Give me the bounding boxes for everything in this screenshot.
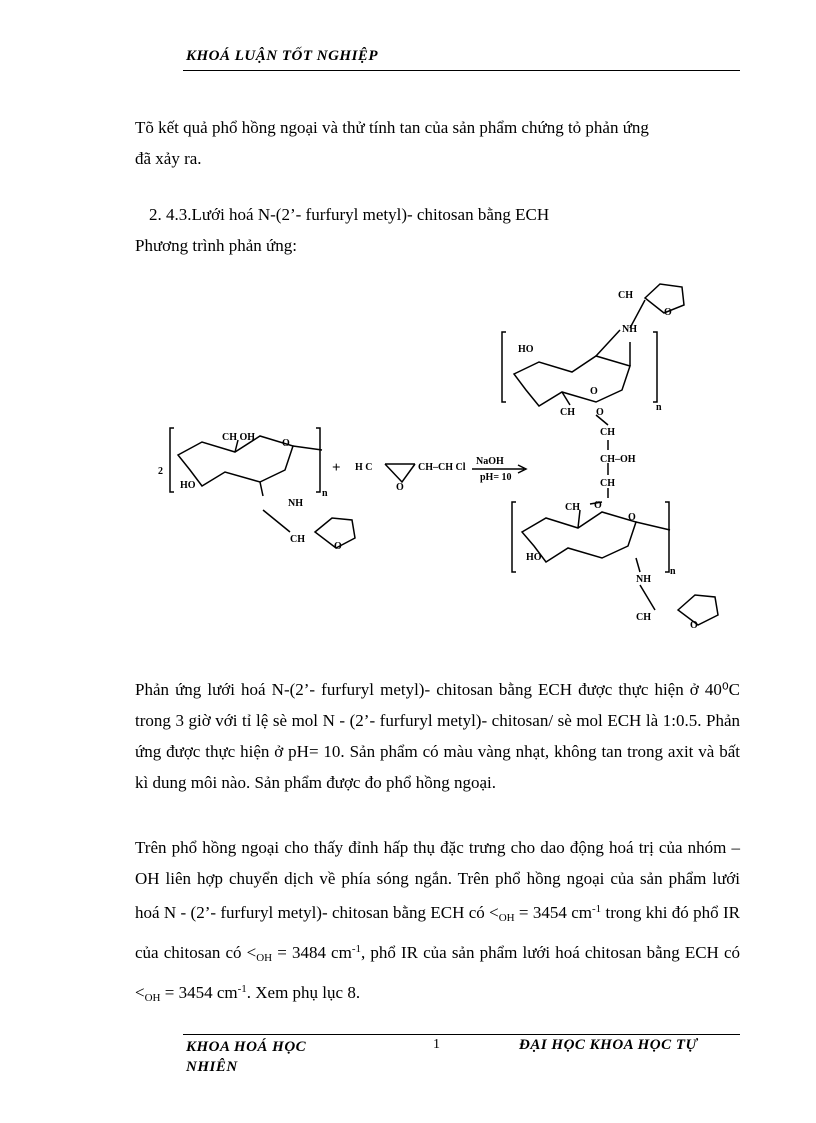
ring-o-label: O [282,438,290,449]
reactant-bracket-right [316,428,320,492]
bottom-nh-label: NH [636,574,651,585]
top-bracket-left [502,332,506,402]
intro-line-1: Tõ kết quả phổ hồng ngoại và thử tính tan của sản phẩm chứng tỏ phản ứng [135,118,649,137]
section-heading: 2. 4.3.Lưới hoá N-(2’- furfuryl metyl)- chitosan bằng ECH [149,205,550,224]
page-number: 1 [433,1037,440,1052]
top-nh-label: NH [622,324,637,335]
equation-label: Phương trình phản ứng: [135,236,297,255]
ch2-label: CH [290,534,305,545]
h2c-label: H C [355,462,373,473]
link-choh-label: CH–OH [600,454,636,465]
p2-part-c: trong khi đó phổ IR của chitosan có < [135,903,741,962]
intro-line-2: đã xảy ra. [135,149,202,168]
furan-o-label: O [334,541,342,552]
oh-subscript-1: OH [498,912,515,924]
bottom-furan-o-label: O [690,620,698,631]
body-paragraph-1: Phản ứng lưới hoá N-(2’- furfuryl metyl)- chitosan bằng ECH được thực hiện ở 40⁰C trong 3 giờ với tỉ lệ sè mol N - (2’- furfuryl metyl)- chitosan/ sè mol ECH là 1:0.5. Phản ứng được thực hiện ở pH= 10. Sản phẩm có màu vàng nhạt, không tan trong axit và bất kì dung môi nào. Sản phẩm được đo phổ hồng ngoại. [135,680,740,792]
oh-subscript-2: OH [256,952,273,964]
ph-label: pH= 10 [480,472,512,483]
oh-subscript-3: OH [144,992,161,1004]
top-bracket-right [653,332,657,402]
superscript-1: -1 [591,903,602,915]
bottom-link-o-label: O [594,500,602,511]
reactant-ring [178,436,293,486]
top-furan-o-label: O [664,307,672,318]
p2-part-e: , phổ IR của sản phẩm lưới hoá chitosan bằng ECH có < [135,943,740,1002]
p2-part-a: Trên phổ hồng ngoại cho thấy đỉnh hấp thụ đặc trưng cho dao động hoá trị của nhóm –OH liên hợp chuyển dịch về phía sóng ngắn. Trên phổ hồng ngoại của sản phẩm lưới hoá N - (2’- furfuryl metyl)- chitosan bằng ECH có < [135,838,740,922]
bottom-furan [678,595,718,625]
bottom-n-label: n [670,566,676,577]
top-ch2o-label: CH [560,407,575,418]
link-ch2-label-2: CH [600,478,615,489]
p2-part-g: . Xem phụ lục 8. [246,983,361,1002]
footer-right: ĐẠI HỌC KHOA HỌC TỰ [519,1037,698,1053]
bottom-bracket-left [512,502,516,572]
naoh-label: NaOH [476,456,504,467]
p2-part-d: = 3484 cm [272,943,352,962]
intro-paragraph [135,112,740,174]
p2-part-b: = 3454 cm [514,903,592,922]
header-title: KHOÁ LUẬN TỐT NGHIỆP [186,48,379,64]
link-ch2-label: CH [600,427,615,438]
bottom-ring-o-label: O [628,512,636,523]
top-n-label: n [656,402,662,413]
top-ring-o-label: O [590,386,598,397]
superscript-3: -1 [237,983,247,995]
coefficient: 2 [158,466,163,477]
top-ring [514,356,630,406]
top-ch2-label: CH [618,290,633,301]
top-link-o-label: O [596,407,604,418]
reactant-bracket-left [170,428,174,492]
epoxide-o-label: O [396,482,404,493]
superscript-2: -1 [351,943,362,955]
footer-rule [183,1034,740,1035]
body-paragraph-2 [135,832,740,1014]
ch2oh-label: CH OH [222,432,256,443]
n-label: n [322,488,328,499]
top-ho-label: HO [518,344,534,355]
p2-part-f: = 3454 cm [160,983,238,1002]
bottom-ho-label: HO [526,552,542,563]
bottom-bracket-right [665,502,669,572]
header-rule [183,70,740,71]
ch-ch2cl-label: CH–CH Cl [418,462,466,473]
bottom-ch2-label: CH [636,612,651,623]
bottom-ch2o-label: CH [565,502,580,513]
ho-label: HO [180,480,196,491]
epoxide [385,464,415,482]
plus-sign: + [332,460,341,476]
nh-label: NH [288,498,303,509]
footer-left: KHOA HOÁ HỌC NHIÊN [186,1039,307,1075]
reaction-scheme [150,270,730,640]
